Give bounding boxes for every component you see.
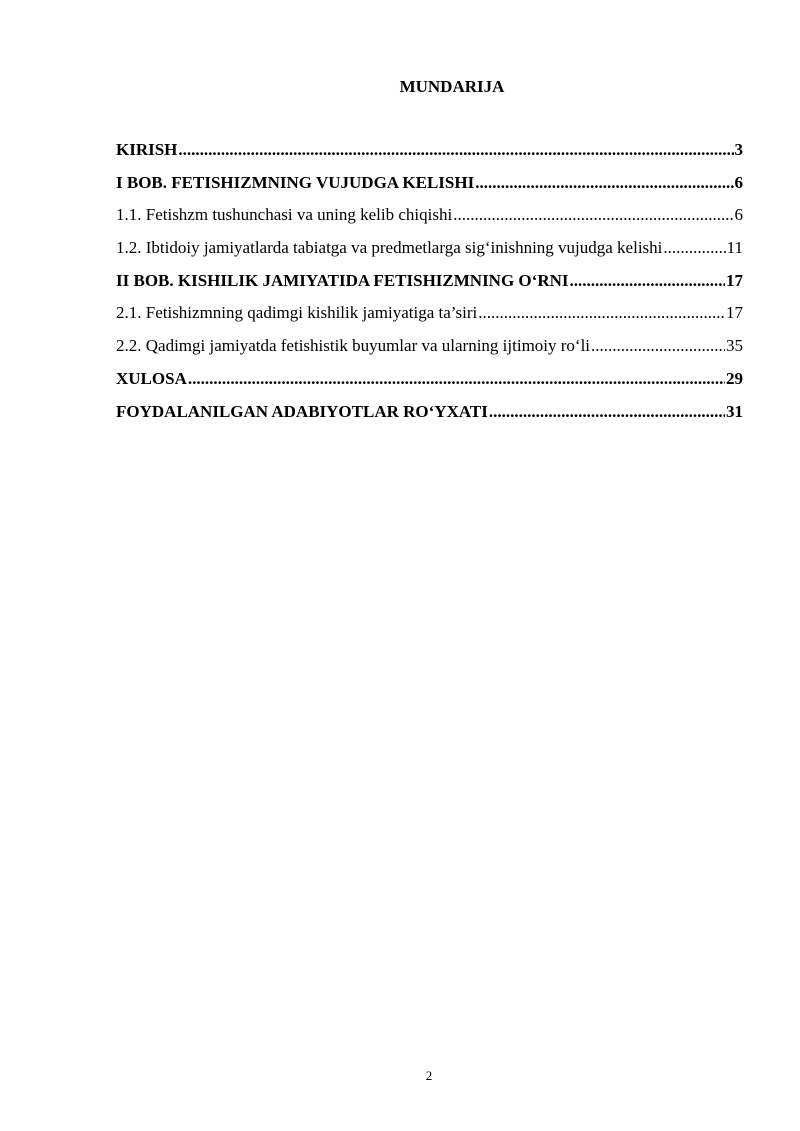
toc-leader-dots [591,336,725,356]
toc-entry-xulosa[interactable] [116,369,743,402]
page-title: MUNDARIJA [399,77,505,96]
toc-entry-page: 17 [726,270,743,290]
toc-entry-label: KIRISH [116,140,178,159]
toc-entry-section-1-1[interactable] [116,205,743,238]
toc-entry-section-2-1[interactable] [116,303,743,336]
toc-entry-section-2-2[interactable] [116,336,743,369]
toc-leader-dots [178,140,733,160]
toc-leader-dots [489,402,725,422]
toc-entry-page: 31 [726,401,743,421]
toc-entry-chapter-1[interactable] [116,173,743,206]
toc-entry-chapter-2[interactable] [116,271,743,304]
toc-entry-page: 11 [726,238,743,258]
toc-leader-dots [475,173,733,193]
toc-entry-kirish[interactable] [116,140,743,173]
toc-entry-label: I BOB. FETISHIZMNING VUJUDGA KELISHI [116,172,475,192]
toc-entry-page: 6 [734,172,743,192]
toc-leader-dots [188,369,725,389]
toc-entry-page: 6 [734,205,743,225]
toc-leader-dots [569,271,725,291]
toc-entry-label: 1.2. Ibtidoiy jamiyatlarda tabiatga va predmetlarga sig‘inishning vujudga kelishi [116,238,663,258]
toc-entry-label: XULOSA [116,368,187,388]
toc-entry-label: 1.1. Fetishzm tushunchasi va uning kelib chiqishi [116,205,453,225]
toc-entry-label: 2.1. Fetishizmning qadimgi kishilik jamiyatiga ta’siri [116,303,478,323]
page-number: 2 [425,1068,433,1083]
toc-entry-bibliography[interactable] [116,402,743,435]
toc-entry-label: II BOB. KISHILIK JAMIYATIDA FETISHIZMNING O‘RNI [116,270,569,290]
toc-entry-label: FOYDALANILGAN ADABIYOTLAR RO‘YXATI [116,401,488,421]
toc-leader-dots [478,303,725,323]
table-of-contents [116,140,743,434]
toc-leader-dots [453,205,733,225]
toc-leader-dots [663,238,725,258]
toc-entry-page: 35 [726,336,743,356]
toc-entry-page: 17 [726,303,743,323]
toc-entry-page: 29 [726,368,743,388]
toc-entry-section-1-2[interactable] [116,238,743,271]
toc-entry-label: 2.2. Qadimgi jamiyatda fetishistik buyumlar va ularning ijtimoiy ro‘li [116,336,591,356]
toc-entry-page: 3 [734,140,743,159]
